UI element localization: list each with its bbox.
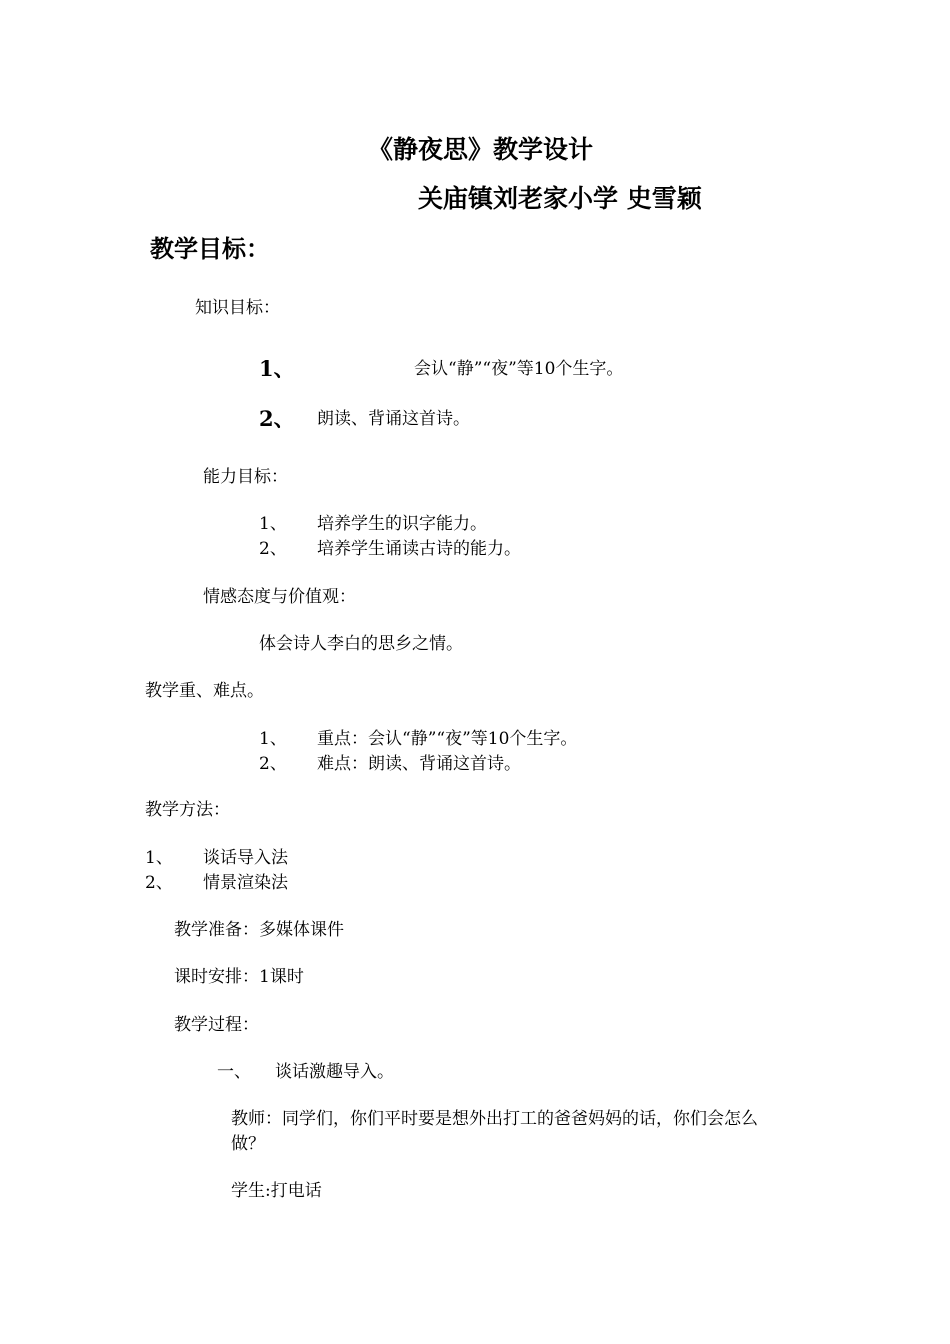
ability-item-1-number: 1、 — [259, 514, 287, 534]
key-point-2-number: 2、 — [259, 754, 287, 774]
ability-item-2-text: 培养学生诵读古诗的能力。 — [317, 539, 521, 559]
process-label: 教学过程： — [174, 1015, 259, 1035]
knowledge-goals-label: 知识目标： — [195, 298, 280, 318]
emotion-label: 情感态度与价值观： — [203, 587, 356, 607]
method-1-number: 1、 — [145, 848, 173, 868]
ability-goals-label: 能力目标： — [203, 467, 288, 487]
ability-item-1-text: 培养学生的识字能力。 — [317, 514, 487, 534]
preparation-line: 教学准备：多媒体课件 — [174, 920, 344, 940]
step-1-number: 一、 — [217, 1062, 251, 1082]
teacher-line-2: 做？ — [231, 1134, 265, 1154]
step-1-text: 谈话激趣导入。 — [275, 1062, 394, 1082]
author-line: 关庙镇刘老家小学 史雪颖 — [418, 184, 702, 213]
heading-teaching-goals: 教学目标： — [150, 234, 270, 263]
student-line: 学生:打电话 — [231, 1181, 322, 1201]
knowledge-item-1-number: 1、 — [259, 356, 295, 381]
emotion-text: 体会诗人李白的思乡之情。 — [259, 634, 463, 654]
knowledge-item-2-number: 2、 — [259, 406, 295, 431]
knowledge-item-1-text: 会认“静”“夜”等10个生字。 — [414, 359, 624, 379]
methods-label: 教学方法： — [145, 800, 230, 820]
schedule-line: 课时安排：1课时 — [174, 967, 304, 987]
ability-item-2-number: 2、 — [259, 539, 287, 559]
teacher-line-1: 教师：同学们，你们平时要是想外出打工的爸爸妈妈的话，你们会怎么 — [231, 1109, 758, 1129]
key-point-1-number: 1、 — [259, 729, 287, 749]
key-point-2-text: 难点：朗读、背诵这首诗。 — [317, 754, 521, 774]
knowledge-item-2-text: 朗读、背诵这首诗。 — [317, 409, 470, 429]
method-2-text: 情景渲染法 — [203, 873, 288, 893]
key-points-label: 教学重、难点。 — [145, 681, 264, 701]
method-2-number: 2、 — [145, 873, 173, 893]
method-1-text: 谈话导入法 — [203, 848, 288, 868]
key-point-1-text: 重点：会认“静”“夜”等10个生字。 — [317, 729, 578, 749]
document-title: 《静夜思》教学设计 — [368, 135, 594, 164]
